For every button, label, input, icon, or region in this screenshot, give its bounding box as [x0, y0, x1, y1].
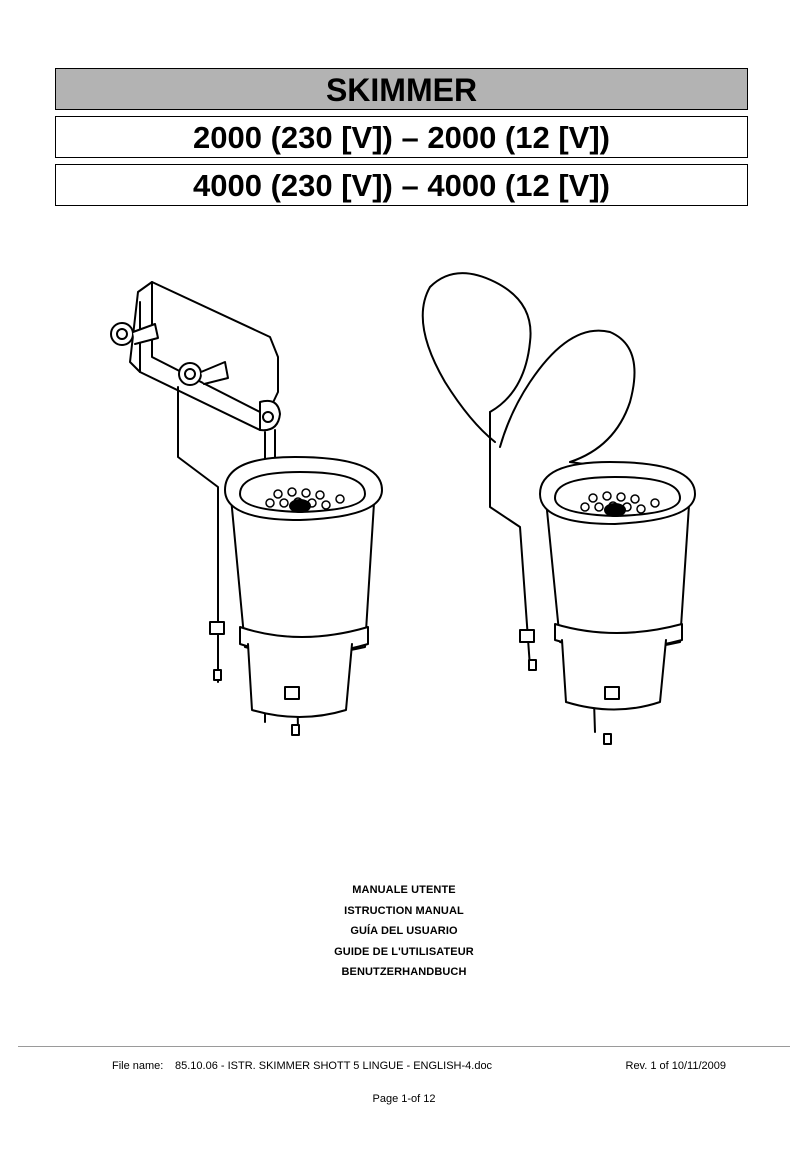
file-name-value: 85.10.06 - ISTR. SKIMMER SHOTT 5 LINGUE - ENGLISH-4.doc [175, 1060, 493, 1072]
skimmer-wire-handle-drawing [423, 273, 695, 744]
manual-title-french: GUIDE DE L'UTILISATEUR [334, 945, 474, 958]
page-number: Page 1-of 12 [372, 1093, 436, 1105]
models-line-2: 4000 (230 [V]) – 4000 (12 [V]) [55, 164, 748, 206]
models-line-1: 2000 (230 [V]) – 2000 (12 [V]) [55, 116, 748, 158]
document-title: SKIMMER [55, 68, 748, 110]
manual-title-english: ISTRUCTION MANUAL [344, 904, 464, 917]
footer-divider [18, 1046, 790, 1047]
skimmer-illustrations [100, 262, 720, 762]
title-block [55, 68, 748, 206]
file-name-label: File name: [112, 1060, 164, 1072]
manual-language-titles [0, 880, 808, 983]
manual-title-spanish: GUÍA DEL USUARIO [350, 925, 458, 937]
revision-info: Rev. 1 of 10/11/2009 [625, 1060, 726, 1072]
manual-title-italian: MANUALE UTENTE [352, 884, 456, 896]
skimmer-wall-mount-drawing [111, 282, 382, 735]
manual-title-german: BENUTZERHANDBUCH [341, 966, 467, 978]
